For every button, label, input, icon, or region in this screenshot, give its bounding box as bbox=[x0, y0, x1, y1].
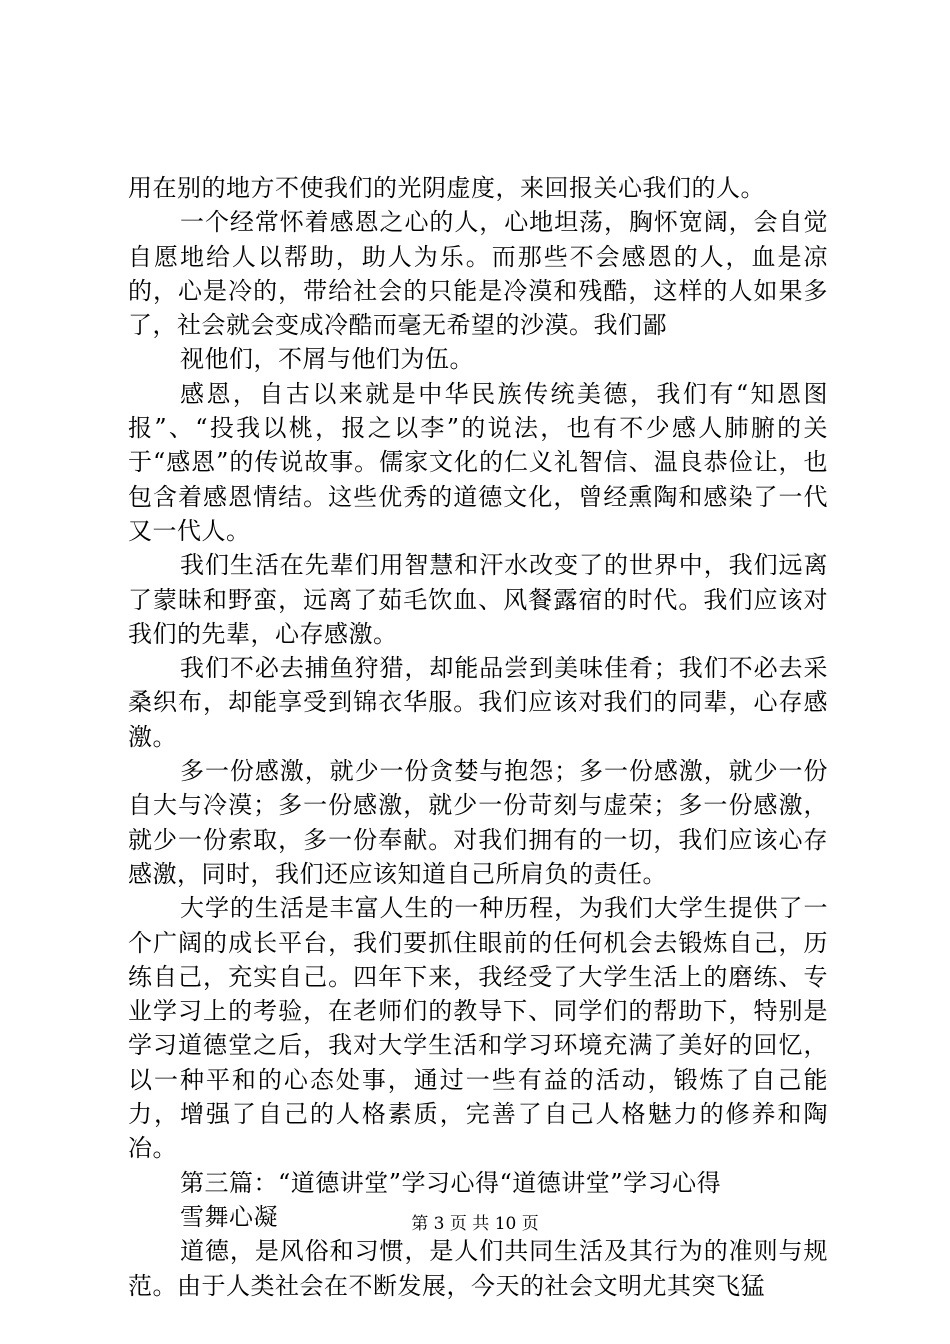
paragraph: 我们不必去捕鱼狩猎，却能品尝到美味佳肴；我们不必去采桑织布，却能享受到锦衣华服。我们应该对我们的同辈，心存感激。 bbox=[128, 654, 828, 751]
section-heading: 第三篇：“道德讲堂”学习心得“道德讲堂”学习心得 bbox=[180, 1168, 722, 1197]
paragraph: 我们生活在先辈们用智慧和汗水改变了的世界中，我们远离了蒙昧和野蛮，远离了茹毛饮血、风餐露宿的时代。我们应该对我们的先辈，心存感激。 bbox=[128, 551, 828, 648]
paragraph: 大学的生活是丰富人生的一种历程，为我们大学生提供了一个广阔的成长平台，我们要抓住眼前的任何机会去锻炼自己，历练自己，充实自己。四年下来，我经受了大学生活上的磨练、专业学习上的考验，在老师们的教导下、同学们的帮助下，特别是学习道德堂之后，我对大学生活和学习环境充满了美好的回忆，以一种平和的心态处事，通过一些有益的活动，锻炼了自己能力，增强了自己的人格素质，完善了自己人格魅力的修养和陶冶。 bbox=[128, 894, 828, 1163]
document-body bbox=[128, 171, 828, 1303]
paragraph: 用在别的地方不使我们的光阴虚度，来回报关心我们的人。 bbox=[128, 174, 765, 202]
paragraph: 道德，是风俗和习惯，是人们共同生活及其行为的准则与规范。由于人类社会在不断发展，今天的社会文明尤其突飞猛 bbox=[128, 1237, 828, 1300]
page-number: 第 3 页 共 10 页 bbox=[411, 1214, 539, 1234]
author-name: 雪舞心凝 bbox=[180, 1202, 278, 1231]
paragraph: 多一份感激，就少一份贪婪与抱怨；多一份感激，就少一份自大与冷漠；多一份感激，就少一份苛刻与虚荣；多一份感激，就少一份索取，多一份奉献。对我们拥有的一切，我们应该心存感激，同时，我们还应该知道自己所肩负的责任。 bbox=[128, 757, 828, 888]
paragraph: 感恩，自古以来就是中华民族传统美德，我们有“知恩图报”、“投我以桃，报之以李”的说法，也有不少感人肺腑的关于“感恩”的传说故事。儒家文化的仁义礼智信、温良恭俭让，也包含着感恩情结。这些优秀的道德文化，曾经熏陶和感染了一代又一代人。 bbox=[128, 379, 828, 545]
paragraph: 一个经常怀着感恩之心的人，心地坦荡，胸怀宽阔，会自觉自愿地给人以帮助，助人为乐。而那些不会感恩的人，血是凉的，心是冷的，带给社会的只能是冷漠和残酷，这样的人如果多了，社会就会变成冷酷而毫无希望的沙漠。我们鄙 bbox=[128, 208, 828, 340]
page-footer bbox=[0, 1212, 950, 1236]
paragraph: 视他们，不屑与他们为伍。 bbox=[180, 345, 474, 374]
